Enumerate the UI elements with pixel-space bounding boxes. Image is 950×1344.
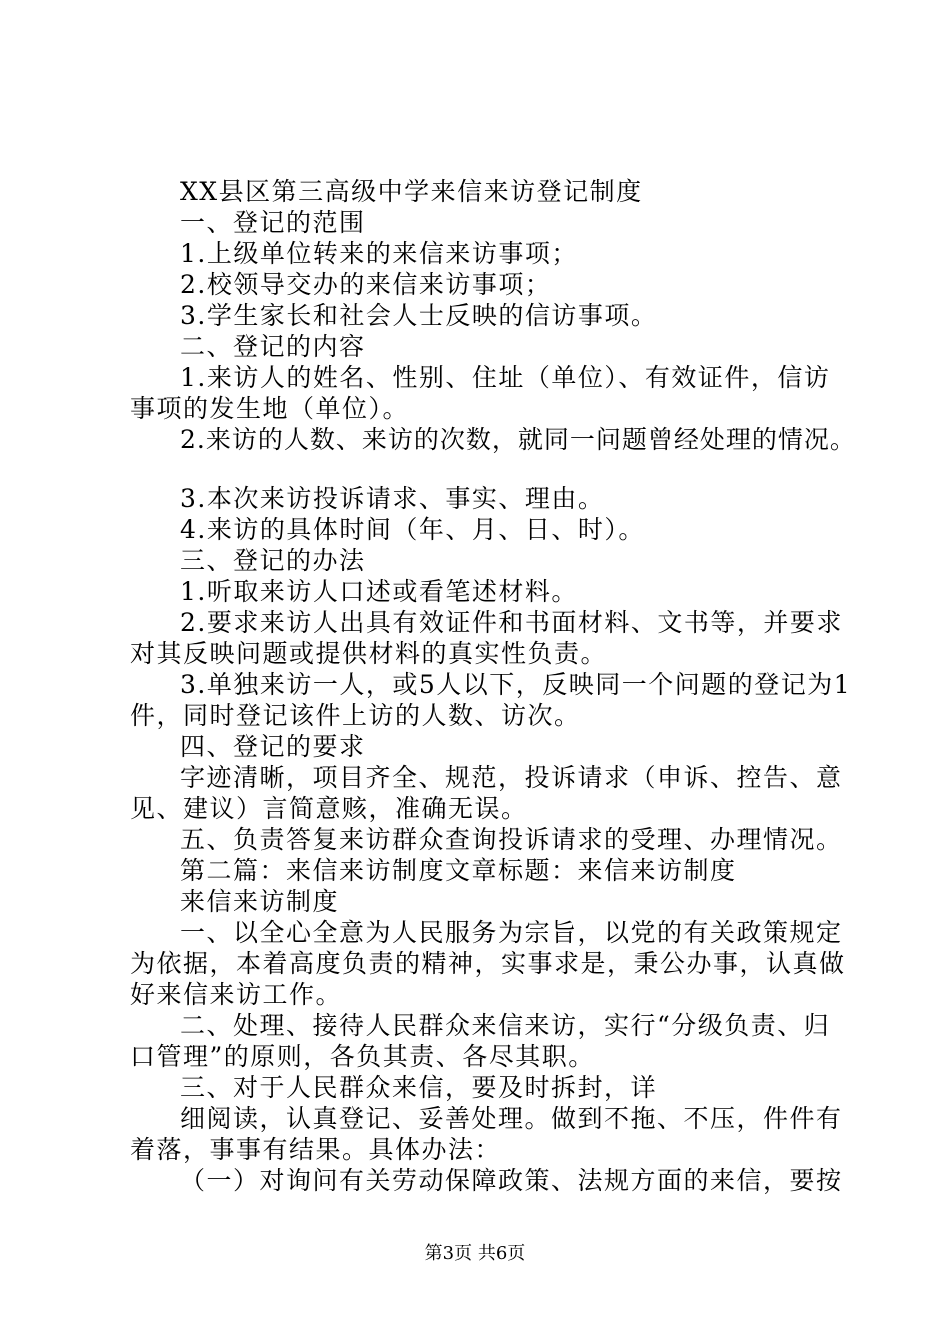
paragraph-line: 着落，事事有结果。具体办法：	[130, 1135, 502, 1164]
paragraph-line: （一）对询问有关劳动保障政策、法规方面的来信，要按	[180, 1166, 843, 1195]
paragraph-line: 一、以全心全意为人民服务为宗旨，以党的有关政策规定	[180, 918, 843, 947]
paragraph-line: 1.听取来访人口述或看笔述材料。	[180, 577, 578, 606]
paragraph-line: 3.单独来访一人，或5人以下，反映同一个问题的登记为1	[180, 670, 852, 699]
paragraph-line: 1.上级单位转来的来信来访事项；	[180, 239, 578, 268]
section-heading: 五、负责答复来访群众查询投诉请求的受理、办理情况。	[180, 825, 843, 854]
paragraph-line: 二、处理、接待人民群众来信来访，实行“分级负责、归	[180, 1011, 831, 1040]
paragraph-line: 口管理”的原则，各负其责、各尽其职。	[130, 1042, 595, 1071]
section-heading: 二、登记的内容	[180, 332, 366, 361]
chapter-title: 来信来访制度	[180, 887, 340, 916]
paragraph-line: 3.学生家长和社会人士反映的信访事项。	[180, 301, 658, 330]
paragraph-line: 事项的发生地（单位）。	[130, 394, 410, 423]
paragraph-line: 4.来访的具体时间（年、月、日、时）。	[180, 515, 645, 544]
paragraph-line: 2.来访的人数、来访的次数，就同一问题曾经处理的情况。	[180, 425, 856, 454]
paragraph-line: 见、建议）言简意赅，准确无误。	[130, 794, 528, 823]
paragraph-line: 件，同时登记该件上访的人数、访次。	[130, 701, 581, 730]
chapter-heading: 第二篇：来信来访制度文章标题：来信来访制度	[180, 856, 737, 885]
paragraph-line: 细阅读，认真登记、妥善处理。做到不拖、不压，件件有	[180, 1104, 843, 1133]
paragraph-line: 字迹清晰，项目齐全、规范，投诉请求（申诉、控告、意	[180, 763, 843, 792]
paragraph-line: 2.校领导交办的来信来访事项；	[180, 270, 552, 299]
doc-title: XX县区第三高级中学来信来访登记制度	[180, 177, 643, 206]
section-heading: 四、登记的要求	[180, 732, 366, 761]
section-heading: 一、登记的范围	[180, 208, 366, 237]
paragraph-line: 为依据，本着高度负责的精神，实事求是，秉公办事，认真做	[130, 949, 846, 978]
paragraph-line: 对其反映问题或提供材料的真实性负责。	[130, 639, 608, 668]
paragraph-line: 好来信来访工作。	[130, 980, 343, 1009]
paragraph-line: 三、对于人民群众来信，要及时拆封，详	[180, 1073, 658, 1102]
section-heading: 三、登记的办法	[180, 546, 366, 575]
paragraph-line: 2.要求来访人出具有效证件和书面材料、文书等，并要求	[180, 608, 843, 637]
page-footer: 第3页 共6页	[424, 1243, 526, 1264]
paragraph-line: 1.来访人的姓名、性别、住址（单位）、有效证件，信访	[180, 363, 831, 392]
paragraph-line: 3.本次来访投诉请求、事实、理由。	[180, 484, 605, 513]
